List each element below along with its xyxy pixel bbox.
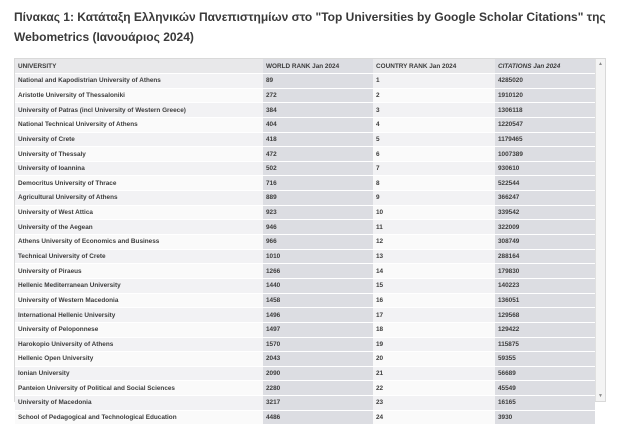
table-row bbox=[15, 161, 595, 176]
scroll-down-icon[interactable]: ▼ bbox=[598, 393, 603, 399]
cell-university: National Technical University of Athens bbox=[15, 117, 263, 132]
cell-university: University of Piraeus bbox=[15, 264, 263, 279]
cell-world-rank: 2280 bbox=[263, 381, 373, 396]
cell-country-rank: 18 bbox=[373, 322, 495, 337]
cell-university: Democritus University of Thrace bbox=[15, 176, 263, 191]
cell-world-rank: 418 bbox=[263, 132, 373, 147]
cell-world-rank: 1266 bbox=[263, 264, 373, 279]
cell-world-rank: 946 bbox=[263, 220, 373, 235]
cell-world-rank: 923 bbox=[263, 205, 373, 220]
cell-world-rank: 2043 bbox=[263, 352, 373, 367]
cell-citations: 3930 bbox=[495, 410, 595, 425]
cell-country-rank: 9 bbox=[373, 191, 495, 206]
table-row bbox=[15, 147, 595, 162]
cell-university: Hellenic Mediterranean University bbox=[15, 278, 263, 293]
cell-citations: 59355 bbox=[495, 352, 595, 367]
cell-country-rank: 5 bbox=[373, 132, 495, 147]
cell-university: Panteion University of Political and Social Sciences bbox=[15, 381, 263, 396]
cell-citations: 115875 bbox=[495, 337, 595, 352]
table-row bbox=[15, 117, 595, 132]
page-title: Πίνακας 1: Κατάταξη Ελληνικών Πανεπιστημίων στο "Top Universities by Google Scholar Citations" της Webometrics (Ιανουάριος 2024) bbox=[14, 10, 606, 44]
table-row bbox=[15, 176, 595, 191]
cell-world-rank: 1010 bbox=[263, 249, 373, 264]
cell-citations: 1179465 bbox=[495, 132, 595, 147]
cell-world-rank: 404 bbox=[263, 117, 373, 132]
cell-world-rank: 89 bbox=[263, 74, 373, 89]
cell-world-rank: 1458 bbox=[263, 293, 373, 308]
header-university: UNIVERSITY bbox=[15, 59, 263, 74]
cell-citations: 288164 bbox=[495, 249, 595, 264]
cell-university: Agricultural University of Athens bbox=[15, 191, 263, 206]
cell-university: Harokopio University of Athens bbox=[15, 337, 263, 352]
header-citations: CITATIONS Jan 2024 bbox=[495, 59, 595, 74]
table-row bbox=[15, 278, 595, 293]
cell-citations: 129422 bbox=[495, 322, 595, 337]
cell-citations: 322009 bbox=[495, 220, 595, 235]
cell-world-rank: 716 bbox=[263, 176, 373, 191]
cell-university: International Hellenic University bbox=[15, 308, 263, 323]
cell-citations: 136051 bbox=[495, 293, 595, 308]
cell-country-rank: 23 bbox=[373, 396, 495, 411]
cell-university: Hellenic Open University bbox=[15, 352, 263, 367]
table-row bbox=[15, 381, 595, 396]
cell-citations: 16165 bbox=[495, 396, 595, 411]
cell-country-rank: 6 bbox=[373, 147, 495, 162]
vertical-scrollbar[interactable] bbox=[595, 59, 605, 401]
cell-university: University of West Attica bbox=[15, 205, 263, 220]
cell-world-rank: 966 bbox=[263, 235, 373, 250]
cell-world-rank: 472 bbox=[263, 147, 373, 162]
cell-university: University of Western Macedonia bbox=[15, 293, 263, 308]
cell-citations: 930610 bbox=[495, 161, 595, 176]
header-country-rank: COUNTRY RANK Jan 2024 bbox=[373, 59, 495, 74]
table-row bbox=[15, 191, 595, 206]
cell-country-rank: 12 bbox=[373, 235, 495, 250]
cell-world-rank: 1440 bbox=[263, 278, 373, 293]
table-row bbox=[15, 308, 595, 323]
cell-university: University of Crete bbox=[15, 132, 263, 147]
cell-country-rank: 19 bbox=[373, 337, 495, 352]
cell-world-rank: 3217 bbox=[263, 396, 373, 411]
cell-country-rank: 13 bbox=[373, 249, 495, 264]
cell-world-rank: 889 bbox=[263, 191, 373, 206]
table-row bbox=[15, 103, 595, 118]
cell-university: School of Pedagogical and Technological Education bbox=[15, 410, 263, 425]
cell-university: Athens University of Economics and Business bbox=[15, 235, 263, 250]
table-row bbox=[15, 88, 595, 103]
cell-citations: 308749 bbox=[495, 235, 595, 250]
table-row bbox=[15, 235, 595, 250]
table-row bbox=[15, 132, 595, 147]
cell-university: University of Macedonia bbox=[15, 396, 263, 411]
table-row bbox=[15, 74, 595, 89]
cell-citations: 179830 bbox=[495, 264, 595, 279]
cell-country-rank: 22 bbox=[373, 381, 495, 396]
cell-country-rank: 17 bbox=[373, 308, 495, 323]
table-row bbox=[15, 293, 595, 308]
table-row bbox=[15, 410, 595, 425]
cell-citations: 366247 bbox=[495, 191, 595, 206]
cell-country-rank: 15 bbox=[373, 278, 495, 293]
cell-country-rank: 21 bbox=[373, 366, 495, 381]
cell-world-rank: 272 bbox=[263, 88, 373, 103]
cell-country-rank: 4 bbox=[373, 117, 495, 132]
cell-university: University of Thessaly bbox=[15, 147, 263, 162]
cell-citations: 129568 bbox=[495, 308, 595, 323]
cell-citations: 1910120 bbox=[495, 88, 595, 103]
cell-country-rank: 11 bbox=[373, 220, 495, 235]
table-row bbox=[15, 205, 595, 220]
cell-country-rank: 24 bbox=[373, 410, 495, 425]
cell-world-rank: 4486 bbox=[263, 410, 373, 425]
cell-citations: 1007389 bbox=[495, 147, 595, 162]
table-row bbox=[15, 396, 595, 411]
table-row bbox=[15, 337, 595, 352]
cell-university: University of Patras (incl University of Western Greece) bbox=[15, 103, 263, 118]
cell-citations: 339542 bbox=[495, 205, 595, 220]
cell-country-rank: 16 bbox=[373, 293, 495, 308]
cell-citations: 56689 bbox=[495, 366, 595, 381]
cell-university: National and Kapodistrian University of Athens bbox=[15, 74, 263, 89]
rankings-table bbox=[15, 59, 595, 425]
cell-country-rank: 1 bbox=[373, 74, 495, 89]
cell-country-rank: 20 bbox=[373, 352, 495, 367]
cell-world-rank: 1497 bbox=[263, 322, 373, 337]
cell-citations: 1220547 bbox=[495, 117, 595, 132]
cell-country-rank: 10 bbox=[373, 205, 495, 220]
cell-world-rank: 1496 bbox=[263, 308, 373, 323]
cell-country-rank: 3 bbox=[373, 103, 495, 118]
cell-country-rank: 7 bbox=[373, 161, 495, 176]
table-row bbox=[15, 249, 595, 264]
scroll-up-icon[interactable]: ▲ bbox=[598, 61, 603, 67]
cell-citations: 4285020 bbox=[495, 74, 595, 89]
cell-university: Ionian University bbox=[15, 366, 263, 381]
cell-citations: 1306118 bbox=[495, 103, 595, 118]
table-row bbox=[15, 366, 595, 381]
cell-world-rank: 384 bbox=[263, 103, 373, 118]
cell-world-rank: 2090 bbox=[263, 366, 373, 381]
table-row bbox=[15, 352, 595, 367]
table-row bbox=[15, 220, 595, 235]
cell-country-rank: 2 bbox=[373, 88, 495, 103]
cell-university: Technical University of Crete bbox=[15, 249, 263, 264]
cell-university: University of Peloponnese bbox=[15, 322, 263, 337]
cell-country-rank: 8 bbox=[373, 176, 495, 191]
cell-university: University of Ioannina bbox=[15, 161, 263, 176]
table-row bbox=[15, 322, 595, 337]
cell-citations: 45549 bbox=[495, 381, 595, 396]
header-world-rank: WORLD RANK Jan 2024 bbox=[263, 59, 373, 74]
cell-world-rank: 502 bbox=[263, 161, 373, 176]
cell-country-rank: 14 bbox=[373, 264, 495, 279]
table-row bbox=[15, 264, 595, 279]
cell-citations: 140223 bbox=[495, 278, 595, 293]
table-header-row bbox=[15, 59, 595, 74]
rankings-table-container[interactable] bbox=[14, 58, 606, 422]
cell-university: Aristotle University of Thessaloniki bbox=[15, 88, 263, 103]
cell-citations: 522544 bbox=[495, 176, 595, 191]
cell-university: University of the Aegean bbox=[15, 220, 263, 235]
cell-world-rank: 1570 bbox=[263, 337, 373, 352]
